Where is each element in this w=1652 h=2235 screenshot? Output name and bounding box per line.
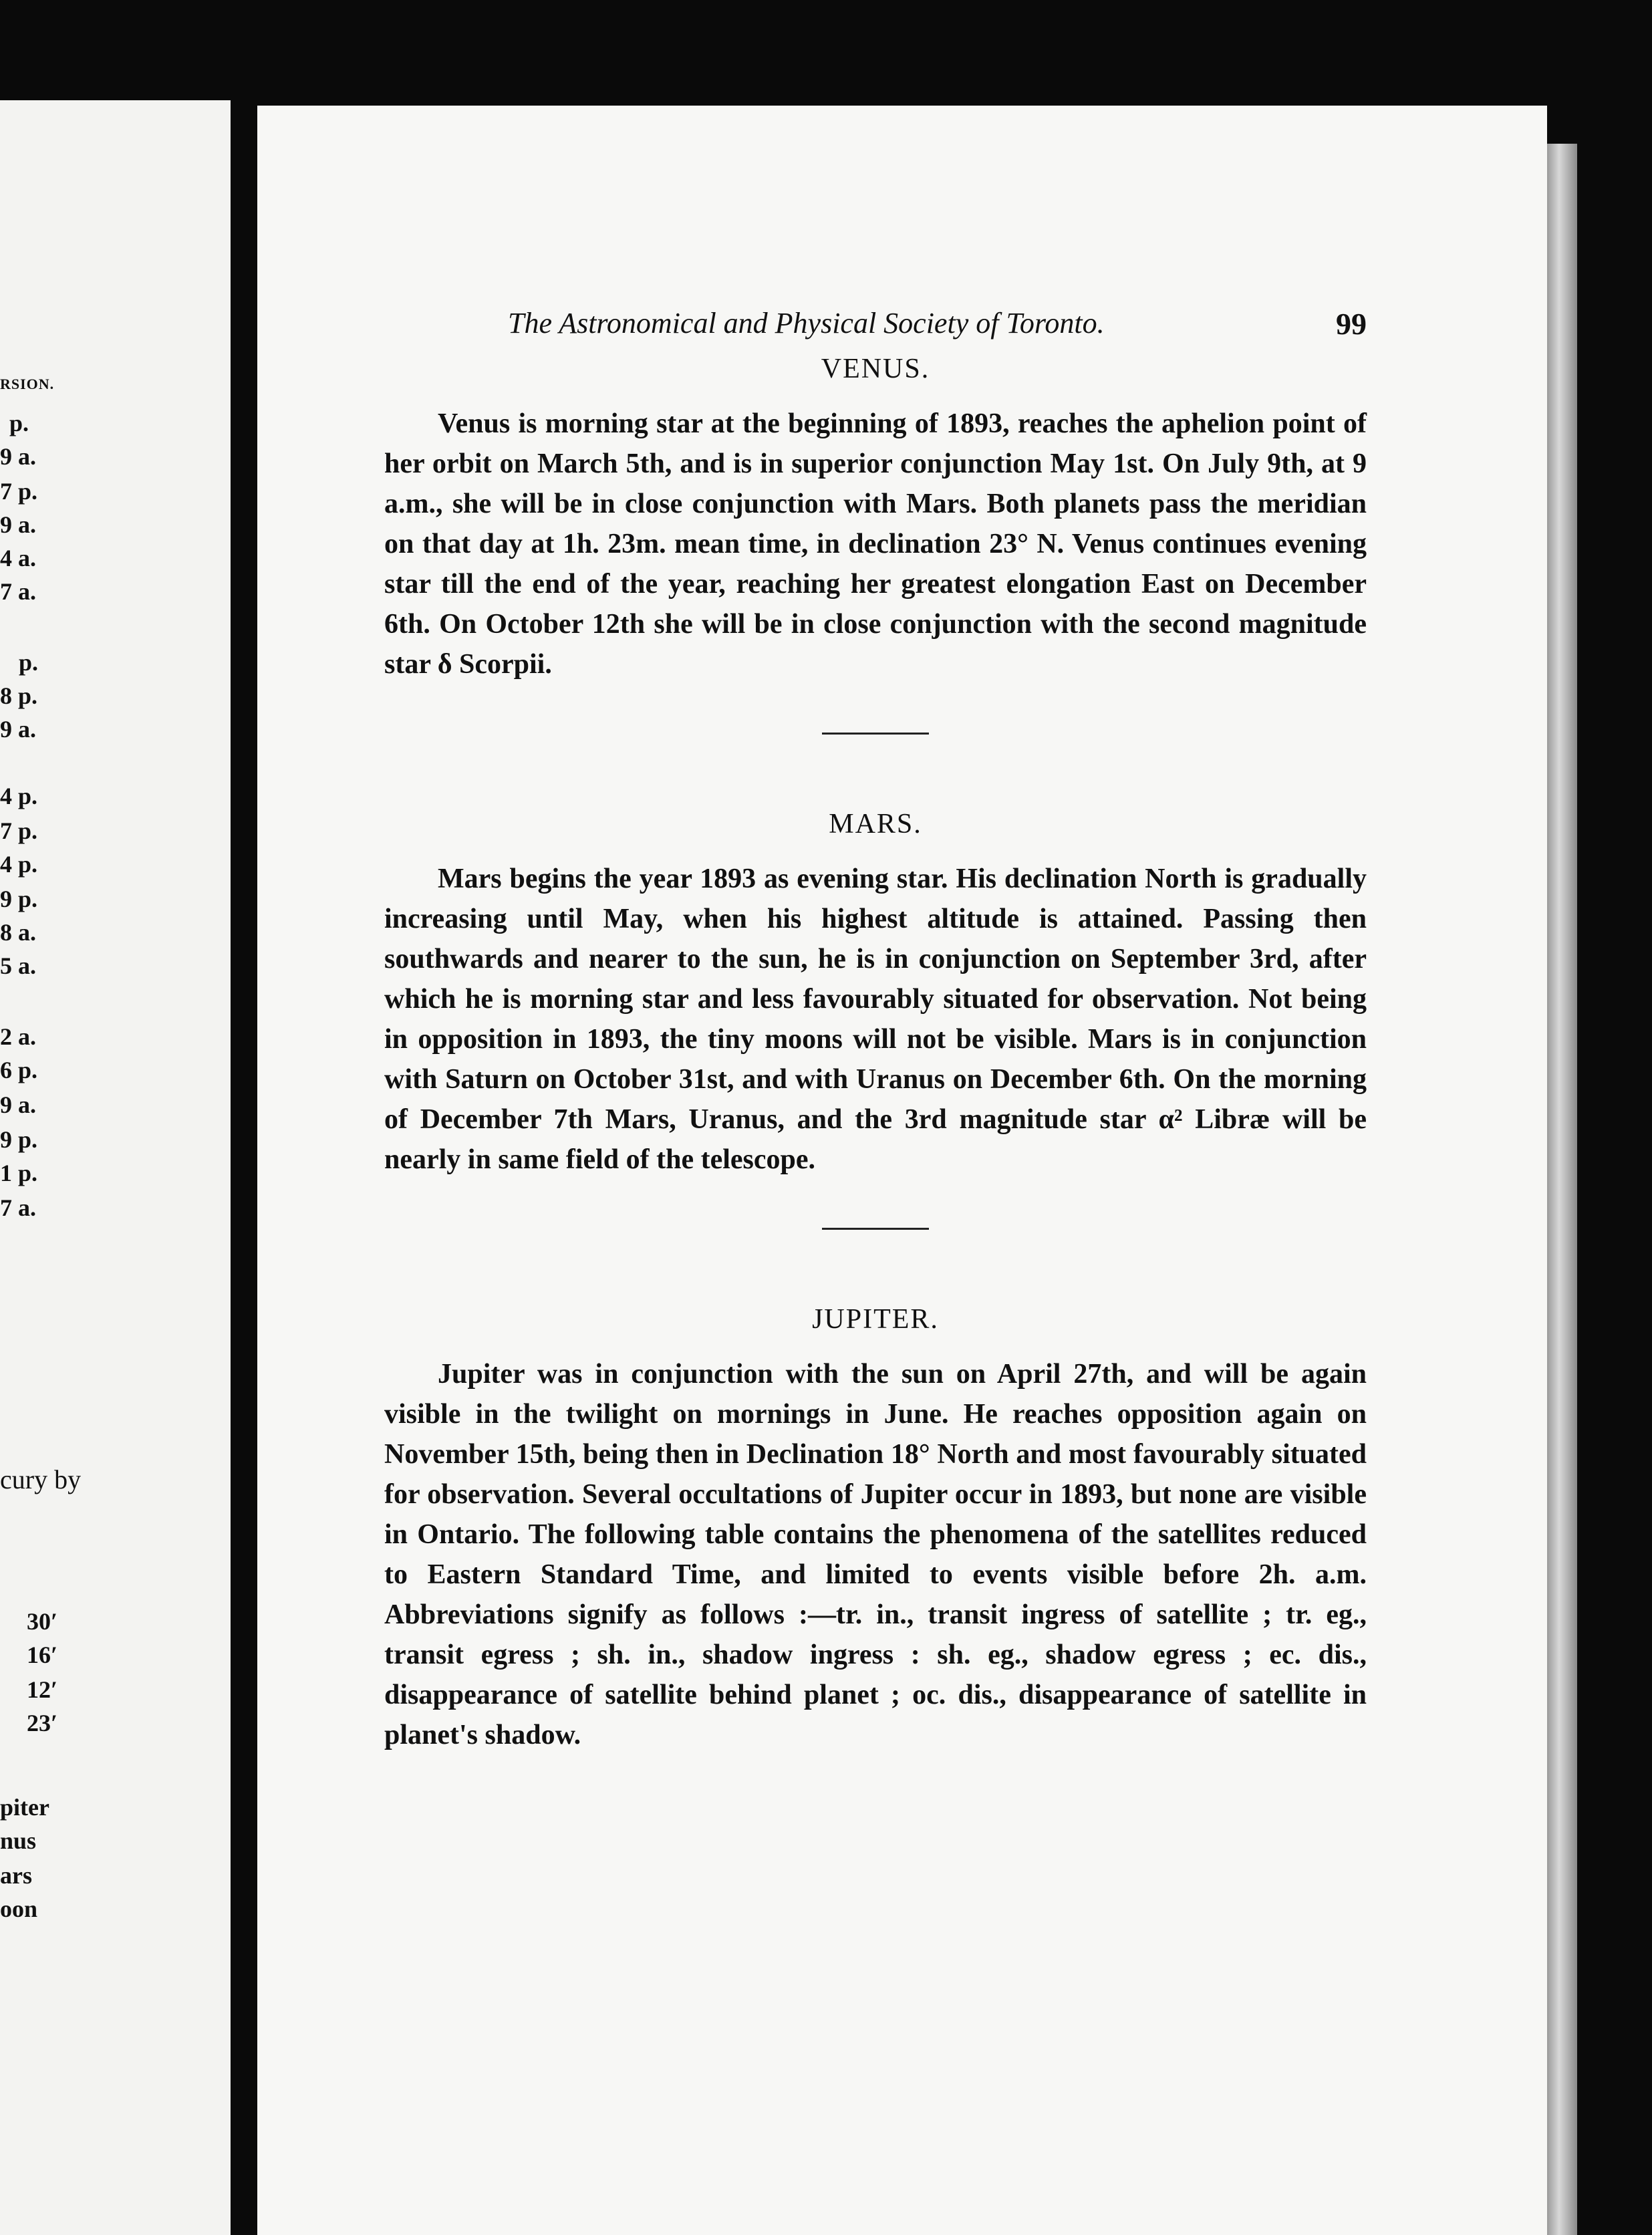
left-fragment: ars xyxy=(0,1862,32,1889)
left-fragment: 9 a. xyxy=(0,511,36,538)
left-fragment: 5 a. xyxy=(0,952,36,979)
left-fragment: cury by xyxy=(0,1464,82,1494)
section-body: Mars begins the year 1893 as evening star. His declination North is gradually increasing until May, when his highest altitude is attained. Passing then southwards and nearer to the sun, he is in conjunction on September 3rd, after which he is morning star and less favourably situated for observation. Not being in opposition in 1893, the tiny moons will not be visible. Mars is in conjunction with Saturn on October 31st, and with Uranus on December 6th. On the morning of December 7th Mars, Uranus, and the 3rd magnitude star α² Libræ will be nearly in same field of the telescope. xyxy=(384,864,1367,1175)
left-fragment: 7 a. xyxy=(0,1194,36,1221)
left-fragment: 30′ xyxy=(27,1608,58,1635)
left-fragment: 9 a. xyxy=(0,1091,36,1118)
left-fragment: 8 p. xyxy=(0,682,38,709)
section-mars xyxy=(384,808,1367,1180)
left-fragment: 9 a. xyxy=(0,716,36,743)
section-body: Jupiter was in conjunction with the sun on April 27th, and will be again visible in the twilight on mornings in June. He reaches opposition again on November 15th, being then in Declination 18° North and most favourably situated for observation. Several occultations of Jupiter occur in 1893, but none are visible in Ontario. The following table contains the phenomena of the satellites reduced to Eastern Standard Time, and limited to events visible before 2h. a.m. Abbreviations signify as follows :—tr. in., transit ingress of satellite ; tr. eg., transit egress ; sh. in., shadow ingress : sh. eg., shadow egress ; ec. dis., disappearance of satellite behind planet ; oc. dis., disappearance of satellite in planet's shadow. xyxy=(384,1359,1367,1750)
left-fragment: RSION. xyxy=(0,376,55,392)
left-fragment: 9 p. xyxy=(0,886,38,912)
left-fragment: 9 a. xyxy=(0,443,36,470)
section-heading: JUPITER. xyxy=(812,1304,939,1335)
left-fragment: 12′ xyxy=(27,1676,58,1703)
section-divider xyxy=(822,733,929,735)
left-fragment: 9 p. xyxy=(0,1126,38,1153)
left-fragment: p. xyxy=(19,649,39,676)
left-fragment: 23′ xyxy=(27,1710,58,1736)
document-page xyxy=(257,106,1547,2235)
section-body: Venus is morning star at the beginning of 1893, reaches the aphelion point of her orbit on March 5th, and is in superior conjunction May 1st. On July 9th, at 9 a.m., she will be in close conjunction with Mars. Both planets pass the meridian on that day at 1h. 23m. mean time, in declination 23° N. Venus continues evening star till the end of the year, reaching her greatest elongation East on December 6th. On October 12th she will be in close conjunction with the second magnitude star δ Scorpii. xyxy=(384,408,1367,680)
running-header xyxy=(384,306,1367,353)
left-fragment: piter xyxy=(0,1794,49,1821)
left-fragment: 8 a. xyxy=(0,919,36,946)
left-fragment: 7 p. xyxy=(0,817,38,844)
left-fragment: 4 p. xyxy=(0,783,38,809)
left-fragment: 2 a. xyxy=(0,1023,36,1050)
page-number: 99 xyxy=(1336,307,1367,341)
page-edge xyxy=(1547,144,1577,2235)
left-fragment: nus xyxy=(0,1827,37,1854)
facing-page-fragment xyxy=(0,100,231,2235)
section-heading: MARS. xyxy=(829,809,922,839)
left-fragment: p. xyxy=(9,410,29,436)
section-heading: VENUS. xyxy=(821,354,930,384)
section-venus xyxy=(384,353,1367,684)
left-fragment: 4 p. xyxy=(0,851,38,878)
page-gutter xyxy=(231,100,257,2235)
left-fragment: oon xyxy=(0,1895,38,1922)
left-fragment: 4 a. xyxy=(0,545,36,571)
left-fragment: 1 p. xyxy=(0,1160,38,1186)
page-content xyxy=(384,306,1367,1755)
section-divider xyxy=(822,1228,929,1230)
left-fragment: 7 p. xyxy=(0,478,38,505)
left-fragment: 6 p. xyxy=(0,1057,38,1083)
left-fragment: 7 a. xyxy=(0,578,36,605)
section-jupiter xyxy=(384,1303,1367,1755)
left-fragment: 16′ xyxy=(27,1641,58,1668)
running-title: The Astronomical and Physical Society of Toronto. xyxy=(508,307,1105,340)
